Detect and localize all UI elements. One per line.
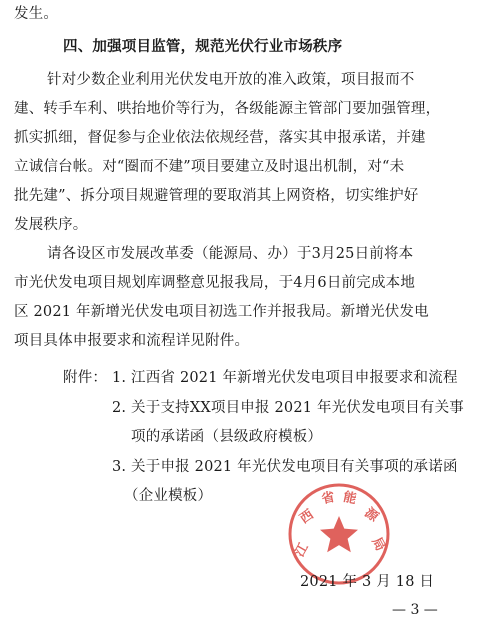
svg-text:能: 能 [341, 489, 358, 508]
svg-text:西: 西 [297, 507, 317, 528]
attachments-label: 附件： [63, 370, 108, 386]
page-number: — 3 — [392, 602, 438, 618]
svg-text:源: 源 [361, 505, 381, 526]
body-line: 发生。 [14, 6, 59, 22]
svg-text:省: 省 [320, 489, 337, 508]
body-line: 抓实抓细，督促参与企业依法依规经营，落实其申报承诺，并建 [14, 130, 426, 146]
seal-star-icon [320, 516, 358, 552]
body-line: 立诚信台帐。对“圈而不建”项目要建立及时退出机制，对“未 [14, 159, 405, 175]
attachment-item-continuation: 项的承诺函（县级政府模板） [131, 429, 323, 445]
body-line: 批先建”、拆分项目规避管理的要取消其上网资格，切实维护好 [14, 188, 419, 204]
svg-text:局: 局 [368, 535, 388, 554]
body-line: 发展秩序。 [14, 217, 88, 233]
attachment-item: 1. 江西省 2021 年新增光伏发电项目申报要求和流程 [112, 370, 458, 386]
attachment-item: 2. 关于支持XX项目申报 2021 年光伏发电项目有关事 [112, 400, 465, 416]
document-date: 2021 年 3 月 18 日 [300, 574, 435, 590]
body-line: 项目具体申报要求和流程详见附件。 [14, 333, 250, 349]
official-seal [287, 482, 391, 586]
body-line: 针对少数企业利用光伏发电开放的准入政策，项目报而不 [47, 72, 415, 88]
attachment-item: 3. 关于申报 2021 年光伏发电项目有关事项的承诺函 [112, 459, 458, 475]
svg-text:江: 江 [292, 540, 312, 560]
body-line: 建、转手车利、哄抬地价等行为，各级能源主管部门要加强管理， [14, 101, 441, 117]
body-line: 请各设区市发展改革委（能源局、办）于3月25日前将本 [47, 246, 414, 262]
attachment-item-continuation: （企业模板） [124, 488, 213, 504]
section-heading: 四、加强项目监管，规范光伏行业市场秩序 [63, 39, 343, 55]
body-line: 市光伏发电项目规划库调整意见报我局，于4月6日前完成本地 [14, 275, 416, 291]
body-line: 区 2021 年新增光伏发电项目初选工作并报我局。新增光伏发电 [14, 304, 429, 320]
